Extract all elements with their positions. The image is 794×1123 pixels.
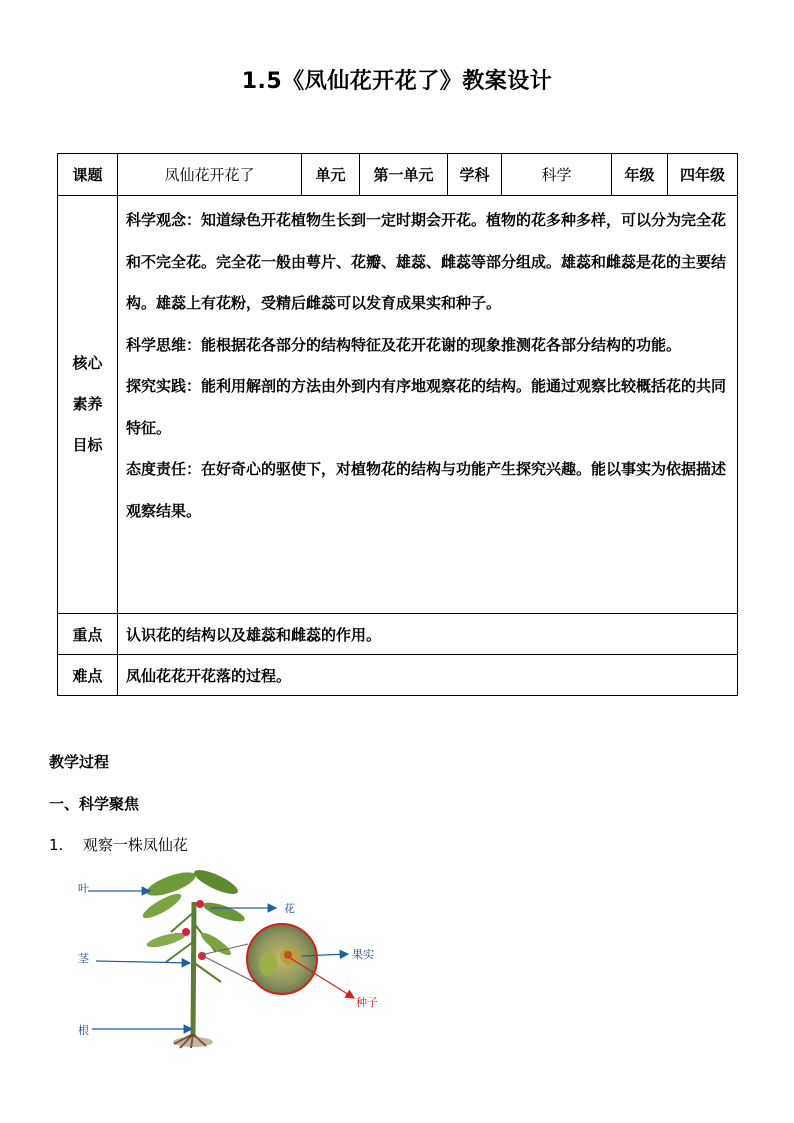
topic-value: 凤仙花开花了 [118, 154, 302, 196]
balsam-plant-diagram [66, 862, 406, 1052]
fruit-label: 果实 [352, 948, 374, 961]
fruit-inset [201, 924, 317, 994]
item1-number: 1. [49, 836, 64, 854]
flower-label: 花 [284, 902, 295, 915]
leaf-label: 叶 [78, 882, 89, 895]
stem-arrow [96, 961, 190, 963]
core-label-line: 目标 [72, 436, 103, 454]
core-label-line: 核心 [72, 354, 103, 372]
goal-science-thinking: 科学思维：能根据花各部分的结构特征及花开花谢的现象推测花各部分结构的功能。 [126, 335, 682, 354]
subject-value: 科学 [502, 154, 612, 196]
subject-label: 学科 [448, 154, 502, 196]
lesson-plan-table [57, 153, 738, 696]
goal-inquiry-practice: 探究实践：能利用解剖的方法由外到内有序地观察花的结构。能通过观察比较概括花的共同特征。 [126, 377, 727, 437]
topic-label: 课题 [58, 154, 118, 196]
goal-science-concept: 科学观念：知道绿色开花植物生长到一定时期会开花。植物的花多种多样，可以分为完全花和不完全花。完全花一般由萼片、花瓣、雄蕊、雌蕊等部分组成。雄蕊和雌蕊是花的主要结构。雄蕊上有花粉，受精后雌蕊可以发育成果实和种子。 [126, 211, 727, 312]
core-goals-content [118, 196, 738, 614]
root-label: 根 [78, 1024, 89, 1037]
unit-label: 单元 [302, 154, 360, 196]
core-goals-label [58, 196, 118, 614]
plant-illustration [140, 866, 247, 1048]
key-point-label: 重点 [58, 614, 118, 655]
seed-label: 种子 [356, 996, 378, 1009]
unit-value: 第一单元 [360, 154, 448, 196]
difficulty-row [58, 655, 738, 696]
difficulty-label: 难点 [58, 655, 118, 696]
goal-attitude: 态度责任：在好奇心的驱使下，对植物花的结构与功能产生探究兴趣。能以事实为依据描述观察结果。 [126, 460, 727, 520]
process-heading: 教学过程 [49, 753, 110, 771]
item1-text: 观察一株凤仙花 [82, 836, 188, 854]
key-point-row [58, 614, 738, 655]
page-title: 1.5《凤仙花开花了》教案设计 [241, 69, 553, 94]
table-header-row [58, 154, 738, 196]
core-goals-row [58, 196, 738, 614]
stem-label: 茎 [78, 952, 89, 965]
item1 [49, 834, 188, 855]
grade-label: 年级 [612, 154, 668, 196]
difficulty-text: 凤仙花花开花落的过程。 [118, 655, 738, 696]
section1-heading: 一、科学聚焦 [49, 795, 140, 813]
key-point-text: 认识花的结构以及雄蕊和雌蕊的作用。 [118, 614, 738, 655]
core-label-line: 素养 [72, 395, 103, 413]
grade-value: 四年级 [668, 154, 738, 196]
